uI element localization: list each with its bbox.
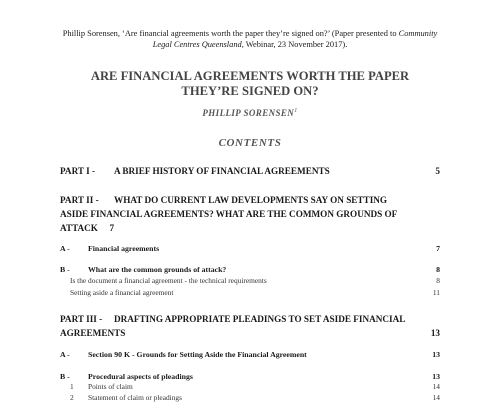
toc-part-2[interactable]: [60, 193, 440, 235]
toc-part-3[interactable]: [60, 312, 440, 340]
toc-part-1[interactable]: [60, 164, 440, 178]
part-label: PART II -: [60, 195, 99, 205]
section-title: Procedural aspects of pleadings: [88, 372, 193, 381]
subsection-page: 11: [432, 288, 440, 297]
subsection-title: Is the document a financial agreement - the technical requirements: [70, 276, 267, 285]
part-label: PART I -: [60, 166, 96, 176]
section-label: A -: [60, 244, 70, 253]
section-label: B -: [60, 265, 70, 274]
author-footnote-marker: 1: [294, 108, 298, 114]
section-page: 7: [436, 244, 440, 253]
author-text: PHILLIP SORENSEN: [202, 108, 295, 118]
part-title-line-3: ATTACK: [60, 223, 98, 233]
citation-prefix: Phillip Sorensen, ‘Are financial agreements worth the paper they’re signed on?’ (Paper presented to: [62, 29, 399, 38]
subsection-page: 8: [436, 276, 440, 285]
section-label: B -: [60, 372, 70, 381]
contents-heading: CONTENTS: [218, 137, 282, 149]
citation-org: Community Legal Centres Queensland: [152, 29, 438, 49]
subsection-title: Statement of claim or pleadings: [88, 393, 182, 402]
part-title: A BRIEF HISTORY OF FINANCIAL AGREEMENTS: [114, 166, 330, 176]
subsection-label: 2: [70, 393, 74, 402]
subsection-page: 14: [432, 382, 440, 391]
section-page: 13: [432, 372, 440, 381]
section-page: 8: [436, 265, 440, 274]
section-title: What are the common grounds of attack?: [88, 265, 227, 274]
section-label: A -: [60, 350, 70, 359]
part-page: 5: [435, 166, 440, 176]
author-name: [60, 108, 440, 118]
part-title-line-2: ASIDE FINANCIAL AGREEMENTS? WHAT ARE THE COMMON GROUNDS OF: [60, 209, 398, 219]
subsection-title: Points of claim: [88, 382, 133, 391]
part-title-line-2: AGREEMENTS: [60, 328, 126, 338]
title-line-1: ARE FINANCIAL AGREEMENTS WORTH THE PAPER: [90, 69, 410, 83]
subsection-page: 14: [432, 393, 440, 402]
citation-header: [60, 28, 440, 50]
citation-suffix: , Webinar, 23 November 2017).: [241, 40, 348, 49]
section-page: 13: [432, 350, 440, 359]
part-title-line-1: WHAT DO CURRENT LAW DEVELOPMENTS SAY ON SETTING: [114, 195, 388, 205]
section-title: Financial agreements: [88, 244, 160, 253]
subsection-title: Setting aside a financial agreement: [70, 288, 174, 297]
part-title-line-1: DRAFTING APPROPRIATE PLEADINGS TO SET ASIDE FINANCIAL: [114, 314, 406, 324]
document-title: [60, 69, 440, 99]
section-title: Section 90 K - Grounds for Setting Aside the Financial Agreement: [88, 350, 307, 359]
part-page: 7: [109, 223, 115, 233]
subsection-label: 1: [70, 382, 74, 391]
part-label: PART III -: [60, 314, 103, 324]
title-line-2: THEY’RE SIGNED ON?: [181, 84, 319, 98]
part-page: 13: [430, 328, 440, 338]
